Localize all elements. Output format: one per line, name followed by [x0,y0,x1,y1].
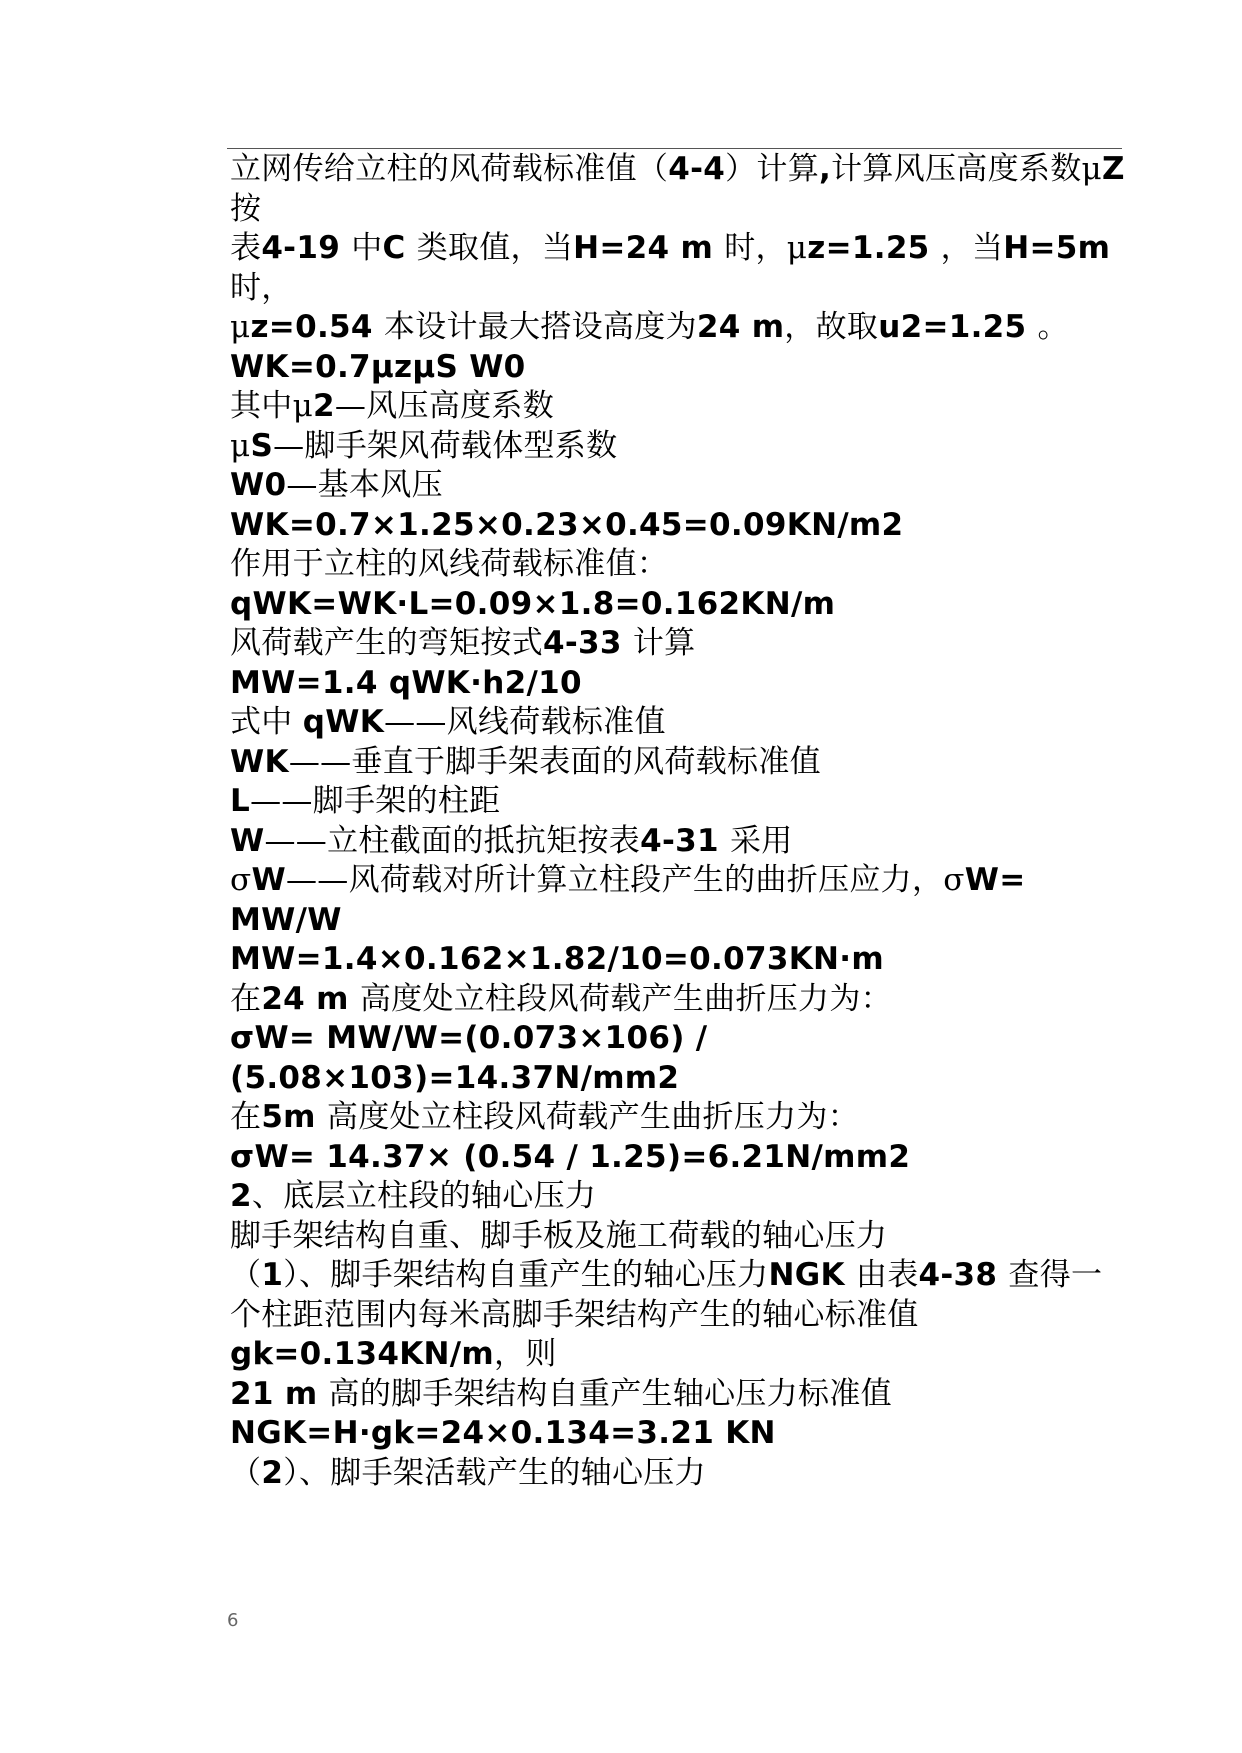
text-run: ——脚手架的柱距 [250,783,501,819]
text-run: μ [230,427,251,464]
text-run: 在 [230,1099,262,1135]
bold-run: 2 [230,1178,252,1214]
text-run: 采用 [729,822,793,859]
bold-run: WK=0.7μzμS W0 [230,348,526,385]
bold-run: 5m [261,1099,327,1135]
text-line [230,427,1160,467]
bold-run: 4-19 [261,230,352,266]
bold-run: WK [230,743,289,780]
bold-run: 2 [261,1454,284,1491]
text-run: 时，μ [724,230,808,266]
bold-run: 4-4 [668,151,726,187]
bold-run: 24 m [696,309,785,345]
bold-run: MW/W [230,901,342,938]
text-line [230,545,1160,585]
text-run: 中 [351,230,383,266]
text-line [230,861,1160,901]
text-run: —风压高度系数 [334,388,555,424]
text-line [230,387,1160,427]
text-run: ——立柱截面的抵抗矩按表 [264,822,641,859]
text-line [230,348,1160,388]
text-run: ——风线荷载标准值 [384,704,666,740]
text-line [230,664,1160,704]
text-line [230,150,1160,190]
bold-run: W [230,822,265,859]
bold-run: 4-31 [640,822,730,859]
text-line [230,1019,1160,1059]
text-run: ）、脚手架活载产生的轴心压力 [283,1454,706,1491]
text-run: 高度处立柱段风荷载产生曲折压力为： [326,1099,859,1135]
text-line [230,980,1160,1020]
bold-run: C [382,230,417,266]
text-run: σ [230,862,252,898]
bold-run: z=0.54 [250,309,384,345]
bold-run: NGK=H·gk=24×0.134=3.21 KN [230,1415,776,1451]
text-run: 式中 [230,704,303,740]
text-run: ——风荷载对所计算立柱段产生的曲折压应力，σ [285,862,965,898]
text-run: ，当 [940,230,1004,266]
text-run: μ [230,309,251,345]
text-line [230,1059,1160,1099]
text-run: 、底层立柱段的轴心压力 [251,1178,597,1214]
bold-run: 1 [261,1257,284,1293]
text-line [230,1296,1160,1336]
text-run: 时， [230,269,293,306]
bold-run: z=1.25 [807,230,941,266]
text-line [230,585,1160,625]
text-line [230,1335,1160,1375]
text-run: 本设计最大搭设高度为 [383,309,697,345]
text-line [230,782,1160,822]
text-run: 立网传给立柱的风荷载标准值（ [230,151,669,187]
bold-run: NGK [768,1257,856,1293]
bold-run: MW=1.4×0.162×1.82/10=0.073KN·m [230,941,884,977]
text-run: 计算 [632,625,696,661]
text-run: 高的脚手架结构自重产生轴心压力标准值 [328,1375,892,1412]
text-run: 其中μ [230,388,314,424]
bold-run: qWK [302,704,385,740]
bold-run: Z [1101,151,1125,187]
bold-run: W= [964,862,1026,898]
bold-run: L [230,783,251,819]
text-run: 由表 [855,1257,919,1293]
bold-run: MW=1.4 qWK·h2/10 [230,664,582,701]
text-line [230,466,1160,506]
bold-run: σW= 14.37× (0.54 / 1.25)=6.21N/mm2 [230,1138,911,1175]
text-run: 个柱距范围内每米高脚手架结构产生的轴心标准值 [230,1296,919,1333]
text-run: （ [230,1454,262,1491]
text-run: （ [230,1257,262,1293]
bold-run: qWK=WK·L=0.09×1.8=0.162KN/m [230,585,836,622]
text-run: 查得一 [1008,1257,1103,1293]
text-line [230,1177,1160,1217]
bold-run: 4-38 [918,1257,1009,1293]
bold-run: 2 [313,388,335,424]
bold-run: (5.08×103)=14.37N/mm2 [230,1059,680,1096]
text-run: ——垂直于脚手架表面的风荷载标准值 [288,743,821,780]
text-line [230,703,1160,743]
text-line [230,506,1160,546]
text-run: 表 [230,230,262,266]
text-run: 计算风压高度系数μ [831,151,1102,187]
page-number: 6 [227,1610,239,1631]
text-run: ，故取 [784,309,879,345]
text-line [230,1375,1160,1415]
bold-run: u2=1.25 [878,309,1038,345]
text-line [230,308,1160,348]
bold-run: , [819,151,832,187]
text-run: 类取值，当 [416,230,574,266]
text-line [230,1217,1160,1257]
text-run: 风荷载产生的弯矩按式 [230,625,543,661]
bold-run: σW= MW/W=(0.073×106) / [230,1020,708,1056]
text-line [230,624,1160,664]
text-run: ，则 [494,1336,557,1372]
document-body [230,150,1160,1493]
text-line [230,1138,1160,1178]
header-rule [227,148,1122,149]
text-line [230,901,1160,941]
text-line [230,190,1160,230]
text-line [230,940,1160,980]
bold-run: W [251,862,286,898]
text-line [230,1414,1160,1454]
bold-run: H=5m [1003,230,1111,266]
text-line [230,822,1160,862]
text-run: 高度处立柱段风荷载产生曲折压力为： [359,980,892,1017]
text-line [230,229,1160,269]
text-run: 按 [230,190,262,227]
text-line [230,1098,1160,1138]
text-line [230,1256,1160,1296]
text-line [230,1454,1160,1494]
bold-run: WK=0.7×1.25×0.23×0.45=0.09KN/m2 [230,506,904,543]
text-run: 作用于立柱的风线荷载标准值： [230,546,669,582]
text-run: —基本风压 [286,467,443,503]
bold-run: 24 m [261,980,360,1017]
bold-run: W0 [230,467,287,503]
bold-run: 21 m [230,1375,329,1412]
bold-run: H=24 m [573,230,725,266]
text-run: 脚手架结构自重、脚手板及施工荷载的轴心压力 [230,1217,888,1254]
text-run: ）计算 [725,151,820,187]
text-line [230,743,1160,783]
bold-run: gk=0.134KN/m [230,1336,495,1372]
text-line [230,269,1160,309]
text-run: 。 [1037,309,1069,345]
bold-run: S [250,427,274,464]
text-run: 在 [230,980,262,1017]
bold-run: 4-33 [543,625,633,661]
text-run: ）、脚手架结构自重产生的轴心压力 [283,1257,769,1293]
text-run: —脚手架风荷载体型系数 [273,427,618,464]
